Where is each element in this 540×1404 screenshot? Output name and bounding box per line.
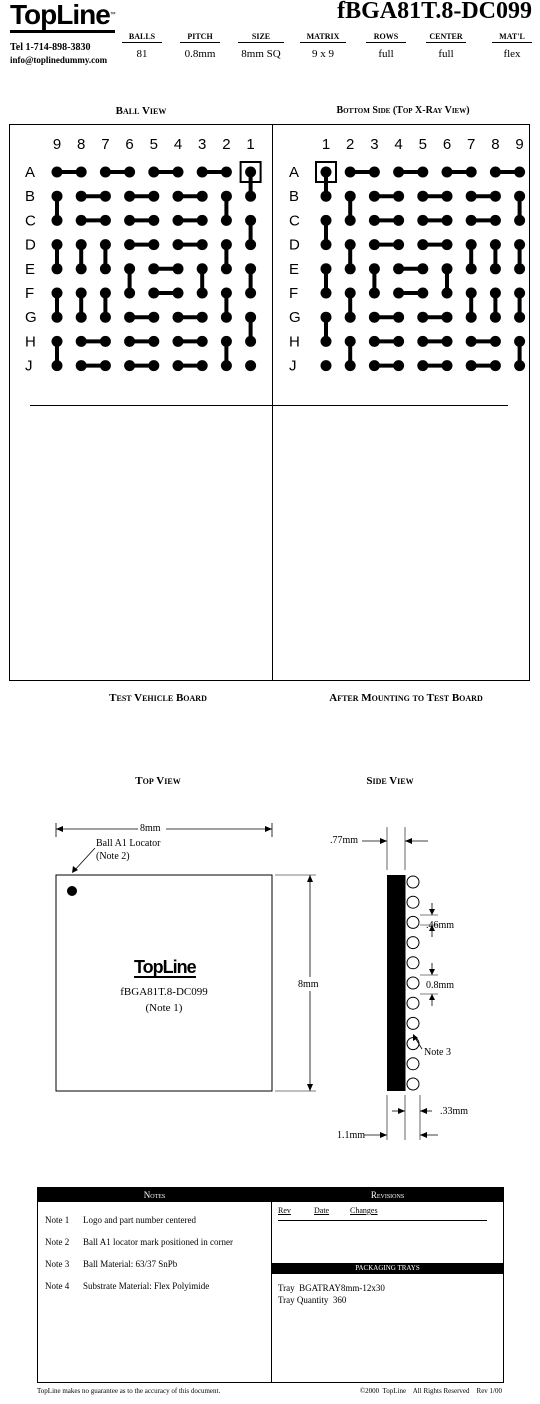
solder-ball	[466, 312, 477, 323]
solder-ball	[321, 336, 332, 347]
solder-ball	[221, 239, 232, 250]
height-dim-label: 8mm	[298, 979, 319, 990]
side-ball	[407, 876, 419, 888]
solder-ball	[124, 167, 135, 178]
solder-ball	[345, 336, 356, 347]
logo-text: TopLine	[10, 0, 110, 30]
row-label: C	[289, 212, 300, 230]
row-label: F	[25, 285, 35, 302]
solder-ball	[124, 288, 135, 299]
side-ball	[407, 937, 419, 949]
solder-ball	[173, 215, 184, 226]
solder-ball	[442, 360, 453, 371]
row-label: A	[25, 164, 36, 181]
column-label: 7	[101, 136, 110, 153]
solder-ball	[417, 312, 428, 323]
solder-ball	[321, 167, 332, 178]
top-view-drawing	[0, 815, 540, 1145]
solder-ball	[417, 263, 428, 274]
solder-ball	[369, 360, 380, 371]
note-item: Note 2 Ball A1 locator mark positioned in corner	[45, 1237, 233, 1247]
spec-matrix: MATRIX 9 x 9	[300, 32, 346, 60]
solder-ball	[466, 239, 477, 250]
solder-ball	[442, 167, 453, 178]
solder-ball	[245, 360, 256, 371]
topline-logo	[10, 0, 115, 33]
solder-ball	[466, 191, 477, 202]
ball-view-panel	[9, 124, 530, 681]
solder-ball	[100, 263, 111, 274]
solder-ball	[466, 263, 477, 274]
solder-ball	[514, 312, 525, 323]
notes-title: Notes	[38, 1188, 271, 1202]
solder-ball	[369, 288, 380, 299]
side-note-3: Note 3	[424, 1047, 451, 1058]
spec-center: CENTER full	[426, 32, 466, 60]
trademark: ™	[109, 12, 115, 18]
solder-ball	[197, 239, 208, 250]
solder-ball	[148, 288, 159, 299]
column-label: 1	[321, 136, 331, 153]
solder-ball	[197, 215, 208, 226]
notes-box	[37, 1187, 272, 1383]
row-label: A	[289, 164, 300, 181]
column-label: 4	[394, 136, 403, 153]
solder-ball	[369, 336, 380, 347]
solder-ball	[245, 263, 256, 274]
solder-ball	[442, 215, 453, 226]
solder-ball	[173, 312, 184, 323]
ball-grid-right	[289, 136, 525, 375]
column-label: 3	[198, 136, 207, 153]
solder-ball	[197, 263, 208, 274]
a1-locator-dot	[67, 886, 77, 896]
solder-ball	[442, 263, 453, 274]
phone: Tel 1-714-898-3830	[10, 42, 91, 53]
solder-ball	[417, 239, 428, 250]
row-label: E	[25, 260, 36, 278]
revisions-header: Rev Date Changes	[278, 1206, 487, 1221]
solder-ball	[124, 239, 135, 250]
solder-ball	[245, 215, 256, 226]
solder-ball	[148, 312, 159, 323]
solder-ball	[76, 239, 87, 250]
solder-ball	[466, 167, 477, 178]
solder-ball	[514, 191, 525, 202]
solder-ball	[52, 167, 63, 178]
solder-ball	[514, 167, 525, 178]
packaging-title: PACKAGING TRAYS	[272, 1263, 503, 1274]
solder-ball	[345, 288, 356, 299]
solder-ball	[148, 360, 159, 371]
column-label: 4	[173, 136, 183, 153]
locator-label: Ball A1 Locator	[96, 838, 161, 849]
solder-ball	[221, 288, 232, 299]
solder-ball	[124, 360, 135, 371]
solder-ball	[345, 215, 356, 226]
solder-ball	[442, 312, 453, 323]
solder-ball	[393, 167, 404, 178]
solder-ball	[345, 167, 356, 178]
solder-ball	[52, 288, 63, 299]
solder-ball	[100, 360, 111, 371]
solder-ball	[490, 239, 501, 250]
part-number: fBGA81T.8-DC099	[337, 0, 532, 24]
column-label: 9	[52, 136, 62, 153]
tray-part: Tray BGATRAY8mm-12x30	[278, 1283, 385, 1293]
column-label: 6	[125, 136, 134, 153]
solder-ball	[76, 263, 87, 274]
solder-ball	[393, 263, 404, 274]
solder-ball	[52, 360, 63, 371]
solder-ball	[369, 239, 380, 250]
solder-ball	[100, 215, 111, 226]
side-ball	[407, 997, 419, 1009]
solder-ball	[245, 336, 256, 347]
solder-ball	[442, 191, 453, 202]
solder-ball	[245, 239, 256, 250]
solder-ball	[393, 360, 404, 371]
solder-ball	[345, 239, 356, 250]
footer-copyright: ©2000 TopLine All Rights Reserved Rev 1/00	[359, 1387, 502, 1395]
solder-ball	[197, 288, 208, 299]
solder-ball	[173, 167, 184, 178]
solder-ball	[76, 215, 87, 226]
solder-ball	[221, 191, 232, 202]
ball-view-title: Ball View	[115, 105, 167, 117]
column-label: 5	[418, 136, 427, 153]
solder-ball	[417, 191, 428, 202]
solder-ball	[514, 215, 525, 226]
solder-ball	[442, 336, 453, 347]
row-label: G	[25, 309, 37, 327]
side-dim-08: 0.8mm	[426, 980, 455, 991]
spec-pitch: PITCH 0.8mm	[180, 32, 220, 60]
side-ball	[407, 977, 419, 989]
solder-ball	[221, 360, 232, 371]
solder-ball	[466, 288, 477, 299]
solder-ball	[393, 215, 404, 226]
column-label: 8	[77, 136, 86, 153]
solder-ball	[345, 263, 356, 274]
solder-ball	[76, 167, 87, 178]
solder-ball	[417, 167, 428, 178]
solder-ball	[173, 336, 184, 347]
solder-ball	[197, 312, 208, 323]
solder-ball	[466, 215, 477, 226]
solder-ball	[417, 288, 428, 299]
row-label: E	[289, 260, 300, 278]
solder-ball	[321, 239, 332, 250]
solder-ball	[490, 288, 501, 299]
solder-ball	[148, 191, 159, 202]
solder-ball	[100, 239, 111, 250]
row-label: J	[289, 357, 297, 375]
solder-ball	[148, 167, 159, 178]
solder-ball	[245, 288, 256, 299]
solder-ball	[124, 336, 135, 347]
test-vehicle-caption: Test Vehicle Board	[109, 692, 207, 704]
solder-ball	[490, 263, 501, 274]
solder-ball	[466, 336, 477, 347]
solder-ball	[173, 263, 184, 274]
solder-ball	[52, 215, 63, 226]
solder-ball	[321, 215, 332, 226]
solder-ball	[221, 215, 232, 226]
row-label: B	[289, 188, 300, 206]
solder-ball	[52, 312, 63, 323]
row-label: H	[25, 333, 36, 351]
chip-part-number: fBGA81T.8-DC099	[120, 986, 208, 998]
row-label: H	[289, 333, 300, 351]
solder-ball	[490, 215, 501, 226]
side-ball	[407, 1078, 419, 1090]
side-ball	[407, 1017, 419, 1029]
solder-ball	[245, 167, 256, 178]
row-label: G	[289, 309, 301, 327]
spec-size: SIZE 8mm SQ	[238, 32, 284, 60]
column-label: 1	[246, 136, 255, 153]
solder-ball	[100, 336, 111, 347]
solder-ball	[490, 191, 501, 202]
solder-ball	[393, 288, 404, 299]
solder-ball	[321, 312, 332, 323]
solder-ball	[76, 336, 87, 347]
column-label: 9	[515, 136, 524, 153]
solder-ball	[514, 239, 525, 250]
solder-ball	[514, 288, 525, 299]
solder-ball	[173, 239, 184, 250]
side-dim-top: .77mm	[330, 835, 359, 846]
locator-note: (Note 2)	[96, 851, 130, 862]
solder-ball	[52, 239, 63, 250]
row-label: D	[289, 236, 300, 254]
solder-ball	[393, 239, 404, 250]
solder-ball	[100, 288, 111, 299]
solder-ball	[417, 215, 428, 226]
solder-ball	[148, 263, 159, 274]
solder-ball	[197, 167, 208, 178]
solder-ball	[345, 360, 356, 371]
side-dim-033: .33mm	[440, 1106, 469, 1117]
solder-ball	[148, 239, 159, 250]
solder-ball	[514, 336, 525, 347]
tray-quantity: Tray Quantity 360	[278, 1295, 347, 1305]
spec-material: MAT'L flex	[492, 32, 532, 60]
column-label: 6	[442, 136, 452, 153]
solder-ball	[124, 312, 135, 323]
solder-ball	[245, 312, 256, 323]
side-view-caption: Side View	[366, 775, 414, 787]
solder-ball	[417, 360, 428, 371]
solder-ball	[148, 215, 159, 226]
revisions-title: Revisions	[272, 1188, 503, 1202]
solder-ball	[345, 312, 356, 323]
note-item: Note 1 Logo and part number centered	[45, 1215, 196, 1225]
row-label: C	[25, 212, 36, 230]
solder-ball	[100, 312, 111, 323]
solder-ball	[321, 263, 332, 274]
solder-ball	[442, 288, 453, 299]
spec-rows: ROWS full	[366, 32, 406, 60]
side-dim-11: 1.1mm	[337, 1130, 366, 1141]
after-mounting-caption: After Mounting to Test Board	[329, 692, 483, 704]
note-item: Note 3 Ball Material: 63/37 SnPb	[45, 1259, 178, 1269]
row-label: D	[25, 236, 36, 254]
solder-ball	[173, 191, 184, 202]
solder-ball	[52, 191, 63, 202]
column-label: 3	[370, 136, 379, 153]
solder-ball	[514, 263, 525, 274]
side-ball	[407, 1058, 419, 1070]
chip-outline	[56, 875, 272, 1091]
solder-ball	[369, 215, 380, 226]
solder-ball	[321, 191, 332, 202]
solder-ball	[197, 360, 208, 371]
spec-balls: BALLS 81	[122, 32, 162, 60]
revisions-box	[272, 1187, 504, 1383]
solder-ball	[466, 360, 477, 371]
column-label: 2	[346, 136, 355, 153]
solder-ball	[417, 336, 428, 347]
solder-ball	[442, 239, 453, 250]
spec-table	[122, 32, 532, 72]
solder-ball	[197, 336, 208, 347]
solder-ball	[124, 263, 135, 274]
column-label: 5	[149, 136, 158, 153]
solder-ball	[514, 360, 525, 371]
solder-ball	[100, 167, 111, 178]
solder-ball	[221, 336, 232, 347]
email: info@toplinedummy.com	[10, 55, 108, 65]
solder-ball	[221, 167, 232, 178]
solder-ball	[173, 360, 184, 371]
side-view-substrate	[387, 875, 405, 1091]
solder-ball	[490, 312, 501, 323]
top-view-caption: Top View	[135, 775, 181, 787]
chip-logo: TopLine	[134, 957, 196, 977]
solder-ball	[393, 191, 404, 202]
column-label: 2	[222, 136, 231, 153]
solder-ball	[100, 191, 111, 202]
solder-ball	[369, 167, 380, 178]
width-dim-label: 8mm	[140, 823, 161, 834]
solder-ball	[124, 191, 135, 202]
solder-ball	[124, 215, 135, 226]
solder-ball	[221, 312, 232, 323]
solder-ball	[245, 191, 256, 202]
solder-ball	[76, 288, 87, 299]
side-ball	[407, 896, 419, 908]
solder-ball	[490, 360, 501, 371]
solder-ball	[76, 360, 87, 371]
solder-ball	[369, 263, 380, 274]
solder-ball	[148, 336, 159, 347]
solder-ball	[490, 336, 501, 347]
side-ball	[407, 916, 419, 928]
solder-ball	[369, 312, 380, 323]
row-label: J	[25, 357, 33, 375]
side-view-balls	[407, 876, 419, 1090]
side-dim-046: .46mm	[426, 920, 455, 931]
solder-ball	[490, 167, 501, 178]
solder-ball	[76, 191, 87, 202]
solder-ball	[321, 288, 332, 299]
side-ball	[407, 957, 419, 969]
ball-grid-svg	[10, 125, 531, 385]
solder-ball	[52, 336, 63, 347]
column-label: 7	[467, 136, 476, 153]
row-label: B	[25, 188, 36, 206]
footer-disclaimer: TopLine makes no guarantee as to the accuracy of this document.	[37, 1387, 221, 1395]
bottom-side-title: Bottom Side (Top X-Ray View)	[336, 105, 470, 116]
solder-ball	[393, 312, 404, 323]
solder-ball	[345, 191, 356, 202]
chip-note: (Note 1)	[145, 1002, 183, 1014]
note-item: Note 4 Substrate Material: Flex Polyimide	[45, 1281, 210, 1291]
column-label: 8	[491, 136, 500, 153]
solder-ball	[221, 263, 232, 274]
solder-ball	[173, 288, 184, 299]
solder-ball	[76, 312, 87, 323]
solder-ball	[52, 263, 63, 274]
solder-ball	[393, 336, 404, 347]
solder-ball	[197, 191, 208, 202]
solder-ball	[369, 191, 380, 202]
row-label: F	[289, 285, 299, 302]
solder-ball	[321, 360, 332, 371]
ball-grid-left	[25, 136, 261, 375]
panel-divider-horizontal	[30, 405, 508, 406]
